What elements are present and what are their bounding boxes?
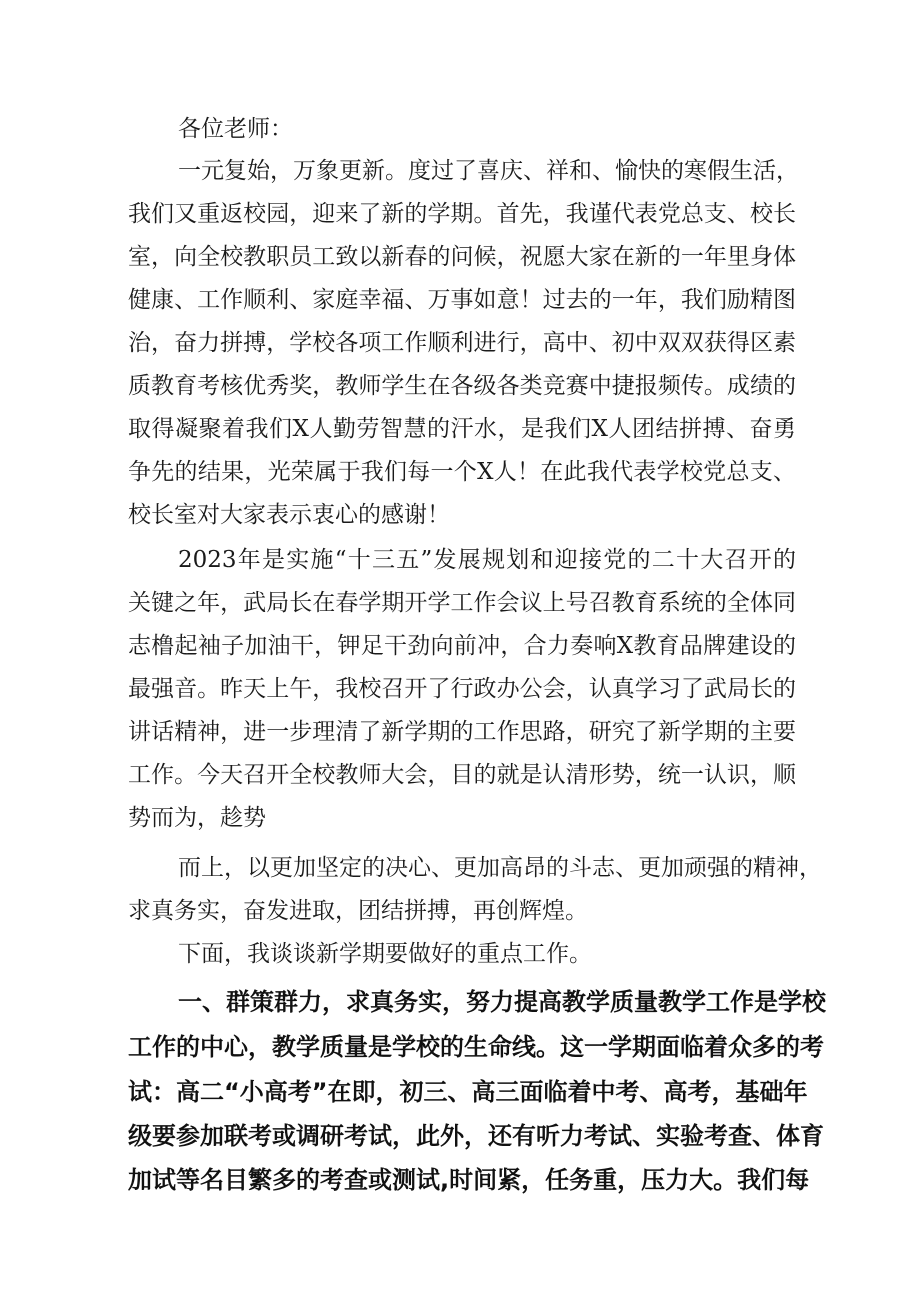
section-line: 级要参加联考或调研考试，此外，还有听力考试、实验考查、体育: [128, 1122, 824, 1150]
section-line: 工作的中心，教学质量是学校的生命线。这一学期面临着众多的考: [128, 1033, 824, 1061]
paragraph-line: 我们又重返校园，迎来了新的学期。首先，我谨代表党总支、校长: [128, 201, 796, 227]
paragraph-line: 关键之年，武局长在春学期开学工作会议上号召教育系统的全体同: [128, 590, 796, 616]
greeting-line: 各位老师：: [178, 116, 293, 142]
paragraph-line: 而上，以更加坚定的决心、更加高昂的斗志、更加顽强的精神，: [178, 855, 822, 881]
paragraph-line: 讲话精神，进一步理清了新学期的工作思路，研究了新学期的主要: [128, 719, 796, 745]
paragraph-line: 最强音。昨天上午，我校召开了行政办公会，认真学习了武局长的: [128, 676, 796, 702]
paragraph-line: 工作。今天召开全校教师大会，目的就是认清形势，统一认识，顺: [128, 762, 796, 788]
paragraph-line: 求真务实，奋发进取，团结拼搏，再创辉煌。: [128, 898, 588, 924]
paragraph-line: 取得凝聚着我们X人勤劳智慧的汗水，是我们X人团结拼搏、奋勇: [128, 416, 796, 442]
section-heading-line: 一、群策群力，求真务实，努力提高教学质量教学工作是学校: [178, 988, 826, 1016]
paragraph-line: 校长室对大家表示衷心的感谢！: [128, 502, 450, 528]
paragraph-line: 下面，我谈谈新学期要做好的重点工作。: [178, 941, 592, 967]
paragraph-line: 质教育考核优秀奖，教师学生在各级各类竞赛中捷报频传。成绩的: [128, 373, 796, 399]
paragraph-line: 志橹起袖子加油干，钾足干劲向前冲，合力奏响X教育品牌建设的: [128, 633, 796, 659]
paragraph-line: 室，向全校教职员工致以新春的问候，祝愿大家在新的一年里身体: [128, 244, 796, 270]
paragraph-line: 健康、工作顺利、家庭幸福、万事如意！过去的一年，我们励精图: [128, 287, 796, 313]
section-line: 加试等名目繁多的考查或测试,时间紧，任务重，压力大。我们每: [128, 1166, 810, 1194]
paragraph-line: 势而为，趁势: [128, 805, 266, 831]
paragraph-line: 治，奋力拼搏，学校各项工作顺利进行，高中、初中双双获得区素: [128, 330, 796, 356]
paragraph-line: 一元复始，万象更新。度过了喜庆、祥和、愉快的寒假生活，: [178, 158, 799, 184]
section-line: 试：高二“小高考”在即，初三、高三面临着中考、高考，基础年: [128, 1078, 808, 1106]
paragraph-line: 争先的结果，光荣属于我们每一个X人！在此我代表学校党总支、: [128, 459, 796, 485]
paragraph-line: 2023年是实施“十三五”发展规划和迎接党的二十大召开的: [178, 547, 796, 573]
